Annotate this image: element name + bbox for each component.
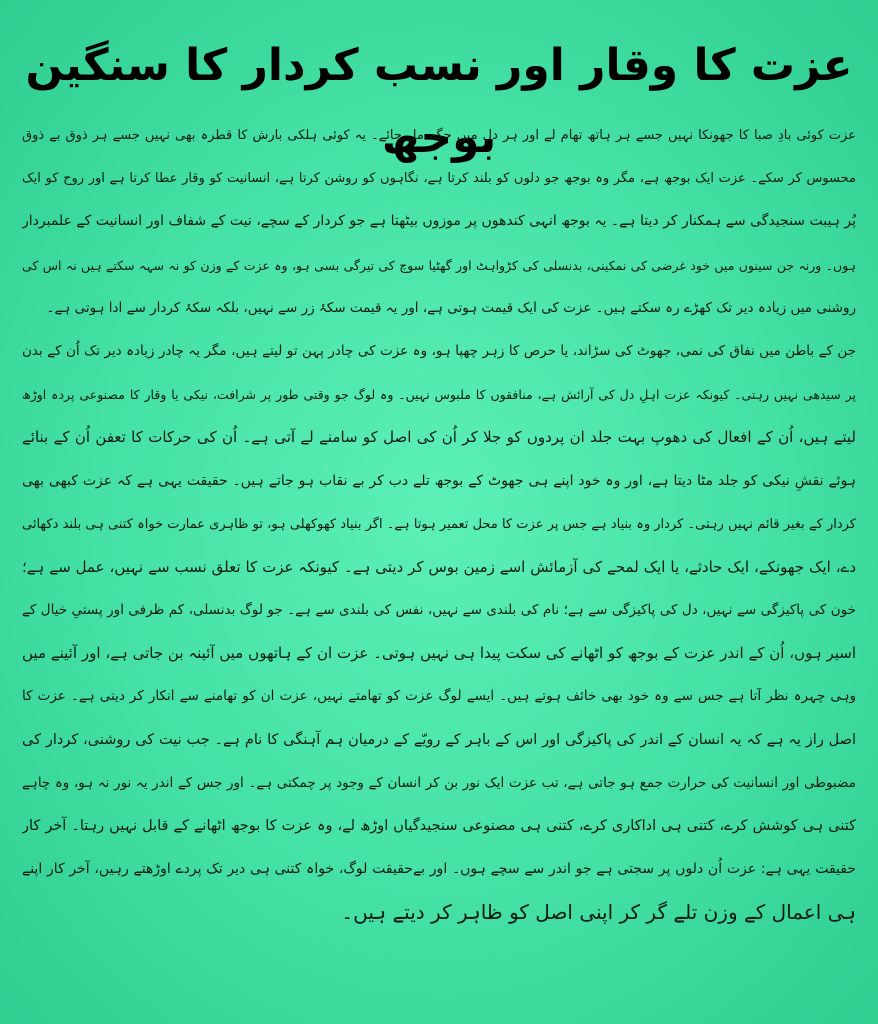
- text-line: ہی اعمال کے وزن تلے گر کر اپنی اصل کو ظاہر کر دیتے ہیں۔: [341, 900, 856, 925]
- text-line: اصل راز یہ ہے کہ یہ انسان کے اندر کی پاکیزگی اور اس کے باہر کے رویّے کے درمیان ہم آہنگی کا نام ہے۔ جب نیت کی روشنی، کردار کی: [22, 731, 856, 748]
- text-line: ہوں۔ ورنہ جن سینوں میں خود غرضی کی نمکینی، بدنسلی کی کڑواہٹ اور گھٹیا سوچ کی تیرگی بسی ہو، وہ عزت کے وزن کو نہ سہہ سکتے ہیں نہ اس کی: [22, 257, 856, 273]
- article-body: [22, 114, 856, 935]
- text-line: خون کی پاکیزگی سے نہیں، دل کی پاکیزگی سے ہے؛ نام کی بلندی سے نہیں، نفس کی بلندی سے ہے۔ جو لوگ بدنسلی، کم ظرفی اور پستیِ خیال کے: [22, 602, 856, 619]
- page-title: عزت کا وقار اور نسب کردار کا سنگین بوجھ: [25, 40, 853, 163]
- text-line: جن کے باطن میں نفاق کی نمی، جھوٹ کی سڑاند، یا حرص کا زہر چھپا ہو، وہ عزت کی چادر پہن تو لیتے ہیں، مگر یہ چادر زیادہ دیر تک اُن کے بدن: [22, 342, 856, 359]
- text-line: لیتے ہیں، اُن کے افعال کی دھوپ بہت جلد ان پردوں کو جلا کر اُن کی اصل کو سامنے لے آتی ہے۔ اُن کی حرکات کا تعفن اُن کے بنائے: [22, 428, 856, 447]
- text-line: محسوس کر سکے۔ عزت ایک بوجھ ہے، مگر وہ بوجھ جو دلوں کو بلند کرتا ہے، نگاہوں کو روشن کرتا ہے، انسانیت کو وقار عطا کرتا ہے اور روح کو ایک: [22, 171, 856, 187]
- text-line: روشنی میں زیادہ دیر تک کھڑے رہ سکتے ہیں۔ عزت کی ایک قیمت ہوتی ہے، اور یہ قیمت سکۂ زر سے نہیں، بلکہ سکۂ کردار سے ادا ہوتی ہے۔: [46, 299, 856, 316]
- text-line: دے، ایک جھونکے، ایک حادثے، یا ایک لمحے کی آزمائش اسے زمین بوس کر دیتی ہے۔ کیونکہ عزت کا تعلق نسب سے نہیں، عمل سے ہے؛: [22, 557, 856, 576]
- text-line: حقیقت یہی ہے: عزت اُن دلوں پر سجتی ہے جو اندر سے سچے ہوں۔ اور بےحقیقت لوگ، خواہ کتنی ہی دیر تک پردے اوڑھتے رہیں، آخر کار اپنے: [22, 861, 856, 878]
- text-line: ہوئے نقشِ نیکی کو جلد مٹا دیتا ہے، اور وہ خود اپنے ہی جھوٹ کے بوجھ تلے دب کر بے نقاب ہو جاتے ہیں۔ حقیقت یہی ہے کہ عزت کبھی بھی: [22, 472, 856, 489]
- text-line: مضبوطی اور انسانیت کی حرارت جمع ہو جاتی ہے، تب عزت ایک نور بن کر انسان کے وجود پر چمکتی ہے۔ اور جس کے اندر یہ نور نہ ہو، وہ چاہے: [22, 774, 856, 791]
- text-line: کتنی ہی کوشش کرے، کتنی ہی اداکاری کرے، کتنی ہی مصنوعی سنجیدگیاں اوڑھ لے، وہ عزت کا بوجھ اٹھانے کے قابل نہیں رہتا۔ آخر کار: [22, 818, 856, 834]
- text-line: کردار کے بغیر قائم نہیں رہتی۔ کردار وہ بنیاد ہے جس پر عزت کا محل تعمیر ہوتا ہے۔ اگر بنیاد کھوکھلی ہو، تو ظاہری عمارت خواہ کتنی ہی بلند دکھائی: [22, 516, 856, 532]
- text-line: اسیر ہوں، اُن کے اندر عزت کے بوجھ کو اٹھانے کی سکت پیدا ہی نہیں ہوتی۔ عزت ان کے ہاتھوں میں آئینہ بن جاتی ہے، اور آئینے میں: [22, 644, 856, 663]
- text-line: پُر ہیبت سنجیدگی سے ہمکنار کر دیتا ہے۔ یہ بوجھ انہی کندھوں پر موزوں بیٹھتا ہے جو کردار کے سچے، نیت کے شفاف اور انسانیت کے علمبردار: [22, 213, 856, 230]
- text-line: پر سیدھی نہیں رہتی۔ کیونکہ عزت اہلِ دل کی آرائش ہے، منافقوں کا ملبوس نہیں۔ وہ لوگ جو وقتی طور پر شرافت، نیکی یا وقار کا مصنوعی پردہ اوڑھ: [22, 387, 856, 403]
- text-line: عزت کوئی بادِ صبا کا جھونکا نہیں جسے ہر ہاتھ تھام لے اور ہر دل میں جگہ مل جائے۔ یہ کوئی ہلکی بارش کا قطرہ بھی نہیں جسے ہر ذوق بے ذوق: [22, 128, 856, 143]
- text-line: وہی چہرہ نظر آتا ہے جس سے وہ خود بھی خائف ہوتے ہیں۔ ایسے لوگ عزت کو تھامتے نہیں، عزت ان کو تھامنے سے انکار کر دیتی ہے۔ عزت کا: [22, 688, 856, 705]
